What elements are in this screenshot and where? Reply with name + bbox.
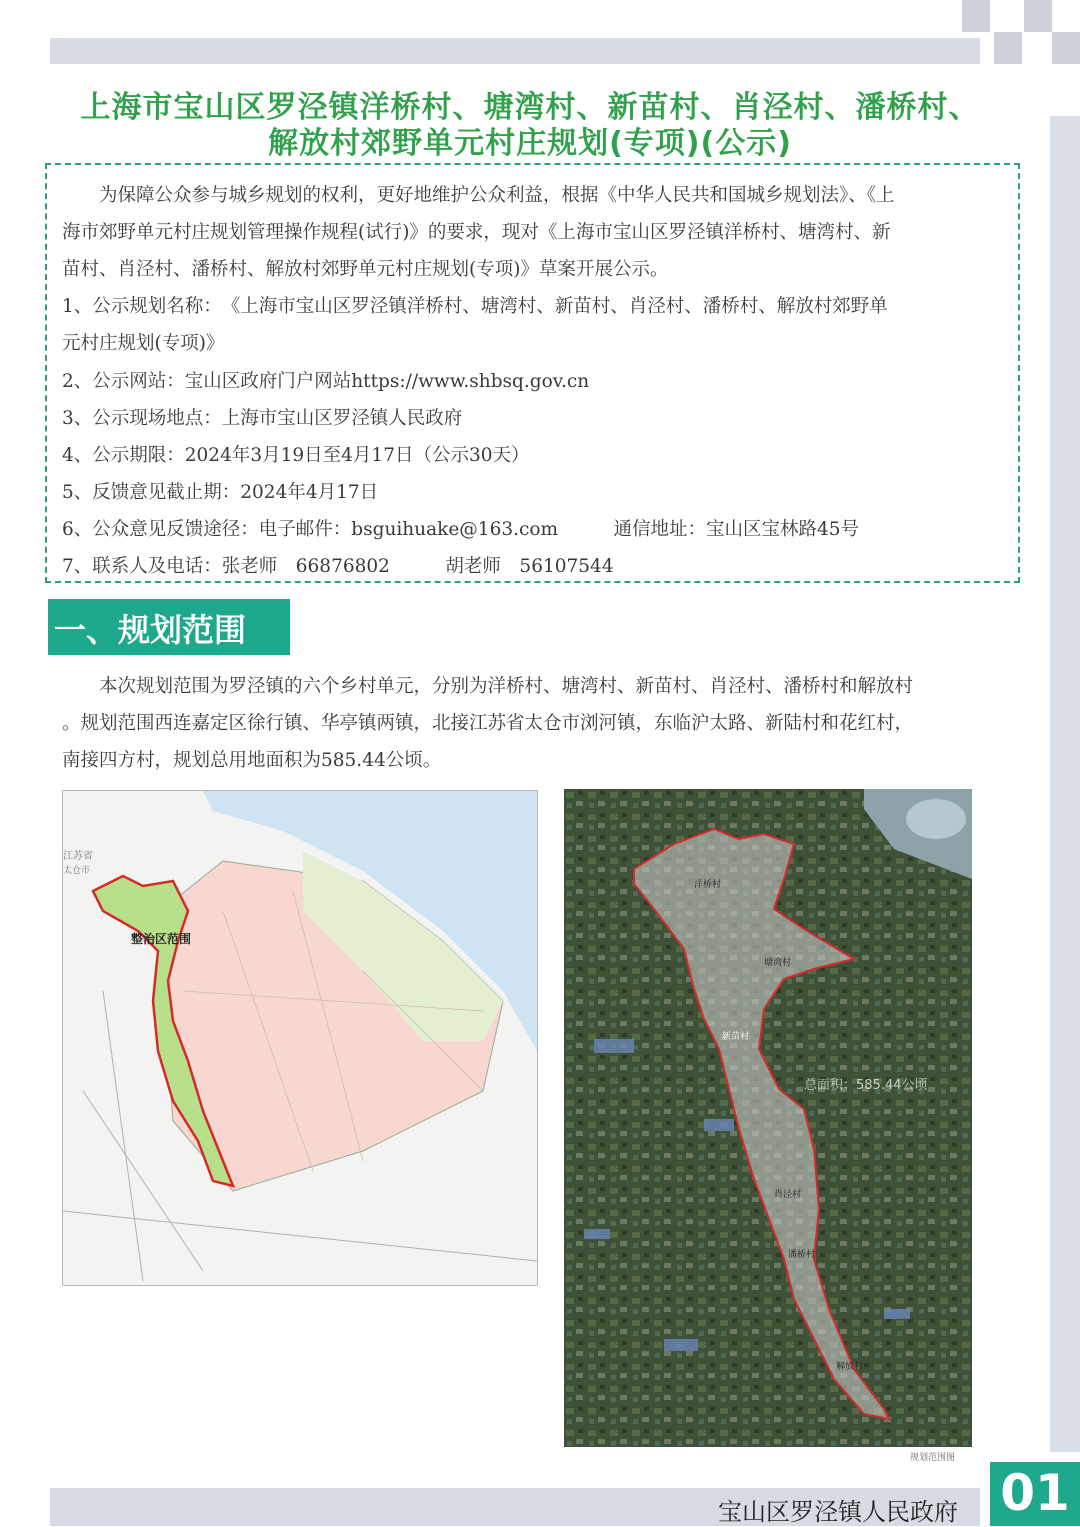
notice-intro-line: 海市郊野单元村庄规划管理操作规程(试行)》的要求，现对《上海市宝山区罗泾镇洋桥村、塘湾村、新	[62, 222, 891, 243]
page-number-box	[990, 1462, 1080, 1526]
section-paragraph-line: 。规划范围西连嘉定区徐行镇、华亭镇两镇，北接江苏省太仓市浏河镇，东临沪太路、新陆村和花红村，	[62, 713, 914, 734]
side-bar	[1050, 116, 1080, 1452]
notice-item-plan-name-cont: 元村庄规划(专项)》	[62, 333, 225, 354]
notice-item-deadline: 5、反馈意见截止期：2024年4月17日	[62, 482, 379, 503]
satellite-map	[564, 789, 972, 1447]
total-area-label: 总面积：585.44公顷	[804, 1078, 928, 1093]
map-province-label: 江苏省	[63, 851, 93, 862]
location-map	[62, 790, 538, 1286]
notice-item-plan-name: 1、公示规划名称： 《上海市宝山区罗泾镇洋桥村、塘湾村、新苗村、肖泾村、潘桥村、解放村郊野单	[62, 296, 888, 317]
page-number: 01	[1000, 1464, 1070, 1522]
notice-item-location: 3、公示现场地点：上海市宝山区罗泾镇人民政府	[62, 408, 463, 429]
village-label-xinmiao: 新苗村	[722, 1032, 750, 1042]
notice-item-website: 2、公示网站：宝山区政府门户网站https://www.shbsq.gov.cn	[62, 371, 590, 392]
section-heading-text: 一、规划范围	[54, 611, 247, 649]
village-label-jiefang: 解放村	[836, 1362, 864, 1372]
footer-org: 宝山区罗泾镇人民政府	[718, 1498, 958, 1526]
notice-intro-line: 苗村、肖泾村、潘桥村、解放村郊野单元村庄规划(专项)》草案开展公示。	[62, 259, 669, 280]
section-paragraph-line: 本次规划范围为罗泾镇的六个乡村单元，分别为洋桥村、塘湾村、新苗村、肖泾村、潘桥村和解放村	[62, 676, 914, 697]
header-bar	[50, 38, 980, 64]
notice-intro-line: 为保障公众参与城乡规划的权利，更好地维护公众利益，根据《中华人民共和国城乡规划法》、《上	[62, 185, 895, 206]
village-label-panqiao: 潘桥村	[788, 1250, 816, 1260]
section-paragraph-line: 南接四方村，规划总用地面积为585.44公顷。	[62, 750, 442, 771]
satellite-map-graphic	[564, 789, 972, 1447]
map-city-label: 太仓市	[63, 866, 91, 876]
notice-item-feedback: 6、公众意见反馈途径：电子邮件：bsguihuake@163.com 通信地址：宝山区宝林路45号	[62, 519, 860, 540]
section-heading	[48, 599, 290, 655]
map-caption: 规划范围图	[910, 1453, 956, 1463]
corner-pattern	[962, 0, 1080, 64]
map-zone-label: 整治区范围	[131, 932, 192, 946]
village-label-yangqiao: 洋桥村	[694, 880, 722, 890]
location-map-graphic	[63, 791, 537, 1285]
village-label-xiaojing: 肖泾村	[774, 1190, 802, 1200]
page-title-line1: 上海市宝山区罗泾镇洋桥村、塘湾村、新苗村、肖泾村、潘桥村、	[80, 90, 980, 125]
notice-item-period: 4、公示期限：2024年3月19日至4月17日（公示30天）	[62, 445, 530, 466]
village-label-tangwan: 塘湾村	[764, 958, 792, 968]
page-title-line2: 解放村郊野单元村庄规划(专项)(公示)	[268, 126, 792, 161]
notice-item-contact: 7、联系人及电话：张老师 66876802 胡老师 56107544	[62, 556, 614, 577]
